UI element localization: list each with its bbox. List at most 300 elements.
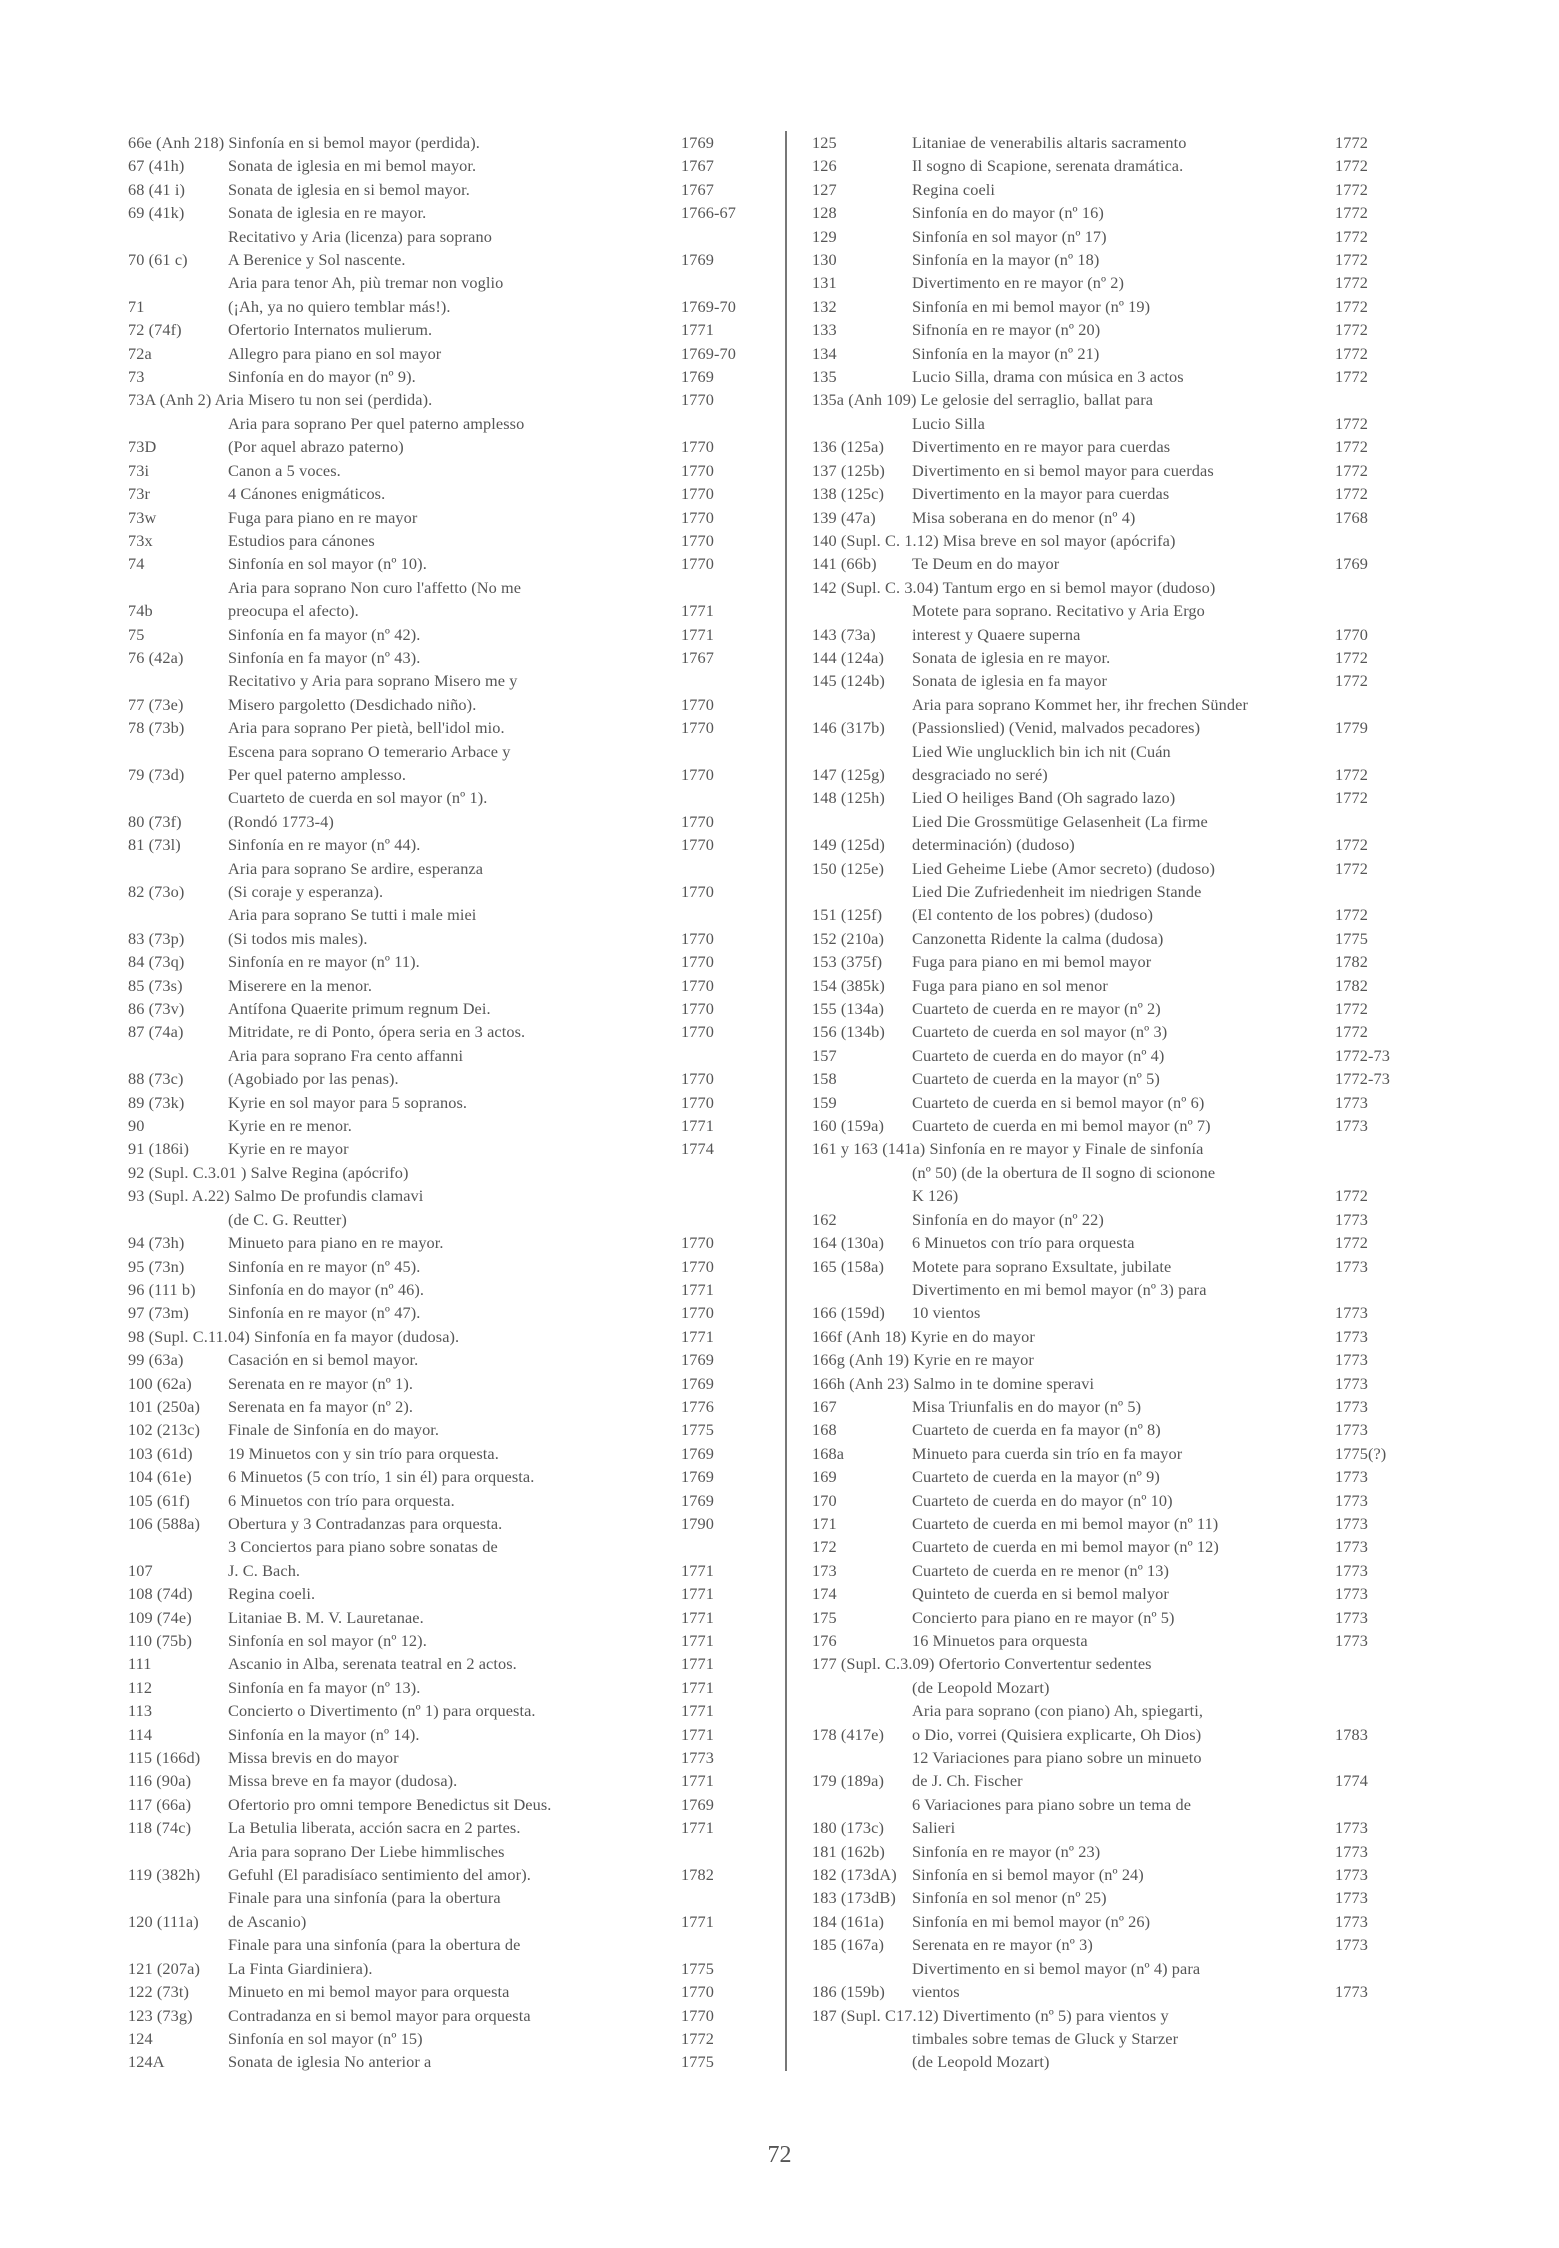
entry-number: 110 (75b) <box>128 1631 193 1650</box>
entry-description-line: 12 Variaciones para piano sobre un minueto <box>912 1748 1202 1768</box>
entry-description-line: Mitridate, re di Ponto, ópera seria en 3 actos. <box>228 1022 526 1042</box>
entry-number: 112 <box>128 1677 153 1697</box>
entry-number: 102 (213c) <box>128 1420 200 1440</box>
entry-date: 1771 <box>681 1911 714 1931</box>
entry-description-line: Cuarteto de cuerda en sol mayor (nº 3) <box>912 1022 1168 1042</box>
entry-date: 1771 <box>681 1771 714 1791</box>
entry-description <box>812 576 1335 599</box>
entry-date: 1772 <box>1335 273 1368 293</box>
entry-description <box>912 880 1335 927</box>
entry-description-line: Concierto para piano en re mayor (nº 5) <box>912 1607 1175 1627</box>
entry-description-line: Sinfonía en re mayor (nº 45). <box>228 1256 421 1276</box>
entry-description <box>228 576 681 623</box>
entry-number: 100 (62a) <box>128 1373 192 1393</box>
entry-description <box>228 2004 681 2027</box>
entry-description <box>228 1535 681 1582</box>
entry-date: 1769-70 <box>681 296 736 316</box>
catalog-entry <box>128 225 753 272</box>
entry-description <box>228 1091 681 1114</box>
entry-description-line: 166f (Anh 18) Kyrie en do mayor <box>812 1326 1035 1346</box>
entry-description-line: Sinfonía en do mayor (nº 22) <box>912 1209 1104 1229</box>
catalog-entry <box>812 810 1405 857</box>
entry-description <box>912 342 1335 365</box>
entry-description-line: 166h (Anh 23) Salmo in te domine speravi <box>812 1373 1095 1393</box>
entry-description-line: Per quel paterno amplesso. <box>228 764 407 784</box>
entry-description <box>912 1957 1335 2004</box>
entry-description <box>912 1442 1335 1465</box>
entry-description-line: Cuarteto de cuerda en re menor (nº 13) <box>912 1560 1170 1580</box>
catalog-entry <box>812 880 1405 927</box>
page-number: 72 <box>767 2142 792 2168</box>
entry-date: 1770 <box>681 811 714 831</box>
entry-description <box>912 1793 1335 1840</box>
entry-description <box>228 1512 681 1535</box>
entry-date: 1773 <box>1335 1092 1368 1112</box>
catalog-entry <box>128 1980 753 2003</box>
entry-description <box>912 997 1335 1020</box>
catalog-entry <box>812 318 1405 341</box>
entry-description-line: Fuga para piano en re mayor <box>228 507 418 527</box>
entry-description-line: Aria para soprano Non curo l'affetto (No me <box>228 577 522 597</box>
entry-description-line: Ofertorio pro omni tempore Benedictus sit Deus. <box>228 1794 552 1814</box>
entry-number: 83 (73p) <box>128 928 185 948</box>
entry-number: 74 <box>128 554 145 574</box>
entry-description-line: Aria para soprano Se ardire, esperanza <box>228 858 484 878</box>
catalog-entry <box>128 950 753 973</box>
entry-description-line: 135a (Anh 109) Le gelosie del serraglio, ballat para <box>812 390 1154 410</box>
entry-description <box>912 646 1335 669</box>
entry-date: 1772 <box>1335 460 1368 480</box>
entry-description <box>912 552 1335 575</box>
entry-date: 1773 <box>1335 1209 1368 1229</box>
entry-date: 1775 <box>681 1420 714 1440</box>
entry-date: 1773 <box>1335 1560 1368 1580</box>
column-divider <box>785 131 787 2071</box>
entry-description <box>912 1489 1335 1512</box>
entry-date: 1772 <box>1335 484 1368 504</box>
catalog-entry <box>128 388 753 411</box>
entry-number: 79 (73d) <box>128 764 185 784</box>
entry-description <box>228 1840 681 1887</box>
entry-description-line: Obertura y 3 Contradanzas para orquesta. <box>228 1513 503 1533</box>
catalog-entry <box>812 1957 1405 2004</box>
entry-description-line: Sinfonía en fa mayor (nº 42). <box>228 624 421 644</box>
entry-date: 1771 <box>681 1818 714 1838</box>
entry-number: 173 <box>812 1560 837 1580</box>
entry-number: 104 (61e) <box>128 1467 192 1487</box>
entry-description-line: Sinfonía en re mayor (nº 11). <box>228 952 420 972</box>
entry-number: 168a <box>812 1443 845 1463</box>
entry-description <box>228 1278 681 1301</box>
catalog-entry <box>812 178 1405 201</box>
catalog-entry <box>812 1559 1405 1582</box>
entry-date: 1769 <box>681 1443 714 1463</box>
catalog-entry <box>128 1091 753 1114</box>
entry-description <box>812 1652 1335 1699</box>
entry-description-line: Sonata de iglesia en mi bemol mayor. <box>228 156 477 176</box>
entry-description-line: 92 (Supl. C.3.01 ) Salve Regina (apócrifo) <box>128 1162 409 1182</box>
catalog-entry <box>812 1582 1405 1605</box>
catalog-entry <box>128 716 753 739</box>
catalog-entry <box>128 997 753 1020</box>
catalog-entry <box>812 459 1405 482</box>
entry-date: 1772 <box>1335 320 1368 340</box>
entry-number: 116 (90a) <box>128 1771 192 1791</box>
entry-description-line: Recitativo y Aria (licenza) para soprano <box>228 226 492 246</box>
entry-date: 1770 <box>681 718 714 738</box>
entry-number: 152 (210a) <box>812 928 884 948</box>
entry-date: 1772 <box>1335 671 1368 691</box>
entry-description <box>812 2004 1335 2074</box>
catalog-entry <box>812 529 1405 552</box>
entry-description <box>228 1301 681 1324</box>
catalog-entry <box>128 1676 753 1699</box>
entry-description <box>228 2050 681 2073</box>
entry-description <box>228 482 681 505</box>
entry-date: 1770 <box>681 1069 714 1089</box>
entry-description-line: Allegro para piano en sol mayor <box>228 343 442 363</box>
entry-number: 135 <box>812 367 837 387</box>
catalog-entry <box>812 693 1405 740</box>
entry-number: 76 (42a) <box>128 647 184 667</box>
entry-description <box>812 1348 1335 1371</box>
entry-date: 1773 <box>1335 1537 1368 1557</box>
entry-description-line: Sonata de iglesia No anterior a <box>228 2052 432 2072</box>
entry-description <box>912 1091 1335 1114</box>
entry-description-line: Cuarteto de cuerda en la mayor (nº 9) <box>912 1467 1160 1487</box>
entry-description-line: (de Leopold Mozart) <box>912 1677 1050 1697</box>
catalog-entry <box>812 1746 1405 1793</box>
entry-description <box>912 1910 1335 1933</box>
entry-description-line: Finale para una sinfonía (para la obertura de <box>228 1935 521 1955</box>
entry-number: 73 <box>128 367 145 387</box>
catalog-entry <box>128 342 753 365</box>
entry-description <box>912 295 1335 318</box>
catalog-entry <box>128 178 753 201</box>
entry-number: 149 (125d) <box>812 835 885 855</box>
entry-description <box>228 1582 681 1605</box>
entry-date: 1776 <box>681 1396 714 1416</box>
entry-date: 1775(?) <box>1335 1443 1387 1463</box>
entry-description <box>912 599 1335 646</box>
entry-number: 165 (158a) <box>812 1256 884 1276</box>
entry-number: 96 (111 b) <box>128 1279 196 1299</box>
entry-date: 1773 <box>1335 1911 1368 1931</box>
entry-number: 174 <box>812 1584 837 1604</box>
entry-description-line: (El contento de los pobres) (dudoso) <box>912 905 1153 925</box>
entry-description-line: Aria para soprano Per pietà, bell'idol mio. <box>228 718 505 738</box>
entry-number: 73D <box>128 437 157 457</box>
entry-date: 1772 <box>1335 788 1368 808</box>
entry-description <box>228 506 681 529</box>
entry-description <box>228 412 681 459</box>
entry-description-line: 98 (Supl. C.11.04) Sinfonía en fa mayor (dudosa). <box>128 1326 460 1346</box>
catalog-entry <box>128 857 753 904</box>
entry-number: 162 <box>812 1209 837 1229</box>
entry-description-line: Cuarteto de cuerda en mi bemol mayor (nº 7) <box>912 1116 1211 1136</box>
entry-date: 1782 <box>1335 975 1368 995</box>
entry-description-line: determinación) (dudoso) <box>912 835 1075 855</box>
entry-date: 1772 <box>1335 437 1368 457</box>
entry-description-line: Cuarteto de cuerda en la mayor (nº 5) <box>912 1069 1160 1089</box>
entry-number: 73w <box>128 507 157 527</box>
catalog-entry <box>128 412 753 459</box>
entry-description <box>228 669 681 716</box>
catalog-entry <box>128 1606 753 1629</box>
entry-date: 1772 <box>681 2028 714 2048</box>
entry-description <box>912 857 1335 880</box>
entry-description <box>228 1442 681 1465</box>
entry-number: 172 <box>812 1537 837 1557</box>
entry-description <box>228 1793 681 1816</box>
entry-number: 107 <box>128 1560 153 1580</box>
catalog-entry <box>812 1512 1405 1535</box>
entry-description <box>228 1933 681 1980</box>
entry-description-line: Serenata en re mayor (nº 1). <box>228 1373 414 1393</box>
entry-description-line: Sinfonía en re mayor (nº 47). <box>228 1303 421 1323</box>
entry-date: 1773 <box>1335 1865 1368 1885</box>
entry-description <box>228 552 681 575</box>
entry-number: 90 <box>128 1116 145 1136</box>
entry-description <box>228 1816 681 1839</box>
entry-date: 1769 <box>1335 554 1368 574</box>
catalog-entry <box>812 1418 1405 1441</box>
entry-date: 1772 <box>1335 647 1368 667</box>
entry-description <box>228 974 681 997</box>
entry-date: 1771 <box>681 1701 714 1721</box>
entry-description <box>128 1161 681 1184</box>
catalog-entry <box>128 1325 753 1348</box>
catalog-entry <box>128 552 753 575</box>
catalog-entry <box>128 576 753 623</box>
entry-date: 1769 <box>681 1490 714 1510</box>
entry-description-line: Aria para soprano Kommet her, ihr frechen Sünder <box>912 694 1248 714</box>
entry-date: 1773 <box>1335 1373 1368 1393</box>
entry-description-line: 16 Minuetos para orquesta <box>912 1631 1088 1650</box>
catalog-entry <box>128 974 753 997</box>
entry-number: 71 <box>128 296 145 316</box>
entry-number: 82 (73o) <box>128 882 185 901</box>
entry-number: 124 <box>128 2028 153 2048</box>
entry-number: 97 (73m) <box>128 1303 189 1323</box>
catalog-entry <box>128 1886 753 1933</box>
entry-description-line: Finale para una sinfonía (para la obertura <box>228 1888 501 1908</box>
entry-date: 1770 <box>681 530 714 550</box>
entry-description-line: Antífona Quaerite primum regnum Dei. <box>228 999 491 1019</box>
entry-date: 1772 <box>1335 905 1368 925</box>
entry-date: 1772 <box>1335 1233 1368 1253</box>
entry-description <box>228 154 681 177</box>
entry-number: 159 <box>812 1092 837 1112</box>
entry-description <box>912 810 1335 857</box>
catalog-entry <box>128 833 753 856</box>
entry-description <box>912 248 1335 271</box>
entry-description <box>228 1980 681 2003</box>
entry-date: 1773 <box>1335 1350 1368 1370</box>
catalog-entry <box>812 786 1405 809</box>
entry-date: 1773 <box>1335 1584 1368 1604</box>
catalog-entry <box>812 1255 1405 1278</box>
entry-number: 156 (134b) <box>812 1022 885 1042</box>
entry-date: 1772 <box>1335 999 1368 1019</box>
entry-description-line: Kyrie en re menor. <box>228 1116 352 1136</box>
entry-description <box>812 1137 1335 1207</box>
entry-description-line: Cuarteto de cuerda en do mayor (nº 10) <box>912 1490 1173 1510</box>
entry-description-line: Sinfonía en do mayor (nº 46). <box>228 1279 425 1299</box>
entry-date: 1772 <box>1335 226 1368 246</box>
catalog-entry <box>128 1301 753 1324</box>
entry-date: 1773 <box>1335 1888 1368 1908</box>
entry-description-line: Lied Wie unglucklich bin ich nit (Cuán <box>912 741 1171 761</box>
entry-description-line: Sinfonía en la mayor (nº 18) <box>912 250 1100 270</box>
entry-date: 1772 <box>1335 1022 1368 1042</box>
entry-date: 1773 <box>1335 1818 1368 1838</box>
entry-date: 1775 <box>1335 928 1368 948</box>
entry-number: 169 <box>812 1467 837 1487</box>
entry-description <box>912 1629 1335 1652</box>
entry-description <box>228 646 681 669</box>
entry-description-line: 6 Minuetos con trío para orquesta. <box>228 1490 455 1510</box>
entry-description <box>228 1606 681 1629</box>
entry-number: 75 <box>128 624 145 644</box>
catalog-entry <box>812 365 1405 388</box>
entry-description-line: Minueto para cuerda sin trío en fa mayor <box>912 1443 1183 1463</box>
entry-number: 89 (73k) <box>128 1092 185 1112</box>
entry-description-line: Lied Geheime Liebe (Amor secreto) (dudoso) <box>912 858 1216 878</box>
catalog-entry <box>812 1091 1405 1114</box>
catalog-entry <box>812 1910 1405 1933</box>
entry-number: 150 (125e) <box>812 858 884 878</box>
entry-description <box>228 1020 681 1043</box>
catalog-entry <box>128 1746 753 1769</box>
entry-description-line: 66e (Anh 218) Sinfonía en si bemol mayor (perdida). <box>128 133 480 152</box>
entry-date: 1771 <box>681 601 714 621</box>
catalog-entry <box>812 388 1405 435</box>
entry-date: 1773 <box>1335 1303 1368 1323</box>
catalog-entry <box>812 1933 1405 1956</box>
entry-description-line: Miserere en la menor. <box>228 975 373 995</box>
entry-description-line: 177 (Supl. C.3.09) Ofertorio Convertentur sedentes <box>812 1654 1152 1674</box>
catalog-entry <box>812 1208 1405 1231</box>
entry-number: 123 (73g) <box>128 2005 193 2025</box>
entry-description-line: (Si todos mis males). <box>228 928 368 948</box>
entry-description-line: Quinteto de cuerda en si bemol malyor <box>912 1584 1169 1604</box>
catalog-entry <box>812 1278 1405 1325</box>
entry-description-line: Aria para soprano (con piano) Ah, spiegarti, <box>912 1701 1204 1721</box>
entry-description-line: interest y Quaere superna <box>912 624 1081 644</box>
catalog-entry <box>812 1793 1405 1840</box>
entry-date: 1770 <box>1335 624 1368 644</box>
entry-number: 143 (73a) <box>812 624 876 644</box>
entry-number: 136 (125a) <box>812 437 884 457</box>
entry-description <box>812 388 1335 435</box>
entry-description-line: (de Leopold Mozart) <box>912 2052 1050 2072</box>
entry-description <box>228 997 681 1020</box>
catalog-entry <box>128 1489 753 1512</box>
entry-description-line: Cuarteto de cuerda en mi bemol mayor (nº 11) <box>912 1513 1219 1533</box>
entry-description <box>912 1559 1335 1582</box>
catalog-entry <box>128 1020 753 1043</box>
entry-description-line: timbales sobre temas de Gluck y Starzer <box>912 2028 1179 2048</box>
entry-description <box>912 1044 1335 1067</box>
entry-description-line: (Agobiado por las penas). <box>228 1069 399 1089</box>
entry-description-line: de Ascanio) <box>228 1911 307 1931</box>
entry-description-line: Recitativo y Aria para soprano Misero me y <box>228 671 518 691</box>
entry-date: 1773 <box>1335 1256 1368 1276</box>
entry-description <box>912 740 1335 787</box>
entry-number: 153 (375f) <box>812 952 883 972</box>
catalog-entry <box>812 201 1405 224</box>
entry-number: 131 <box>812 273 837 293</box>
entry-description-line: Te Deum en do mayor <box>912 554 1060 574</box>
entry-description-line: Sonata de iglesia en re mayor. <box>228 203 427 223</box>
catalog-entry <box>812 1348 1405 1371</box>
entry-description-line: Cuarteto de cuerda en sol mayor (nº 1). <box>228 788 488 808</box>
entry-number: 94 (73h) <box>128 1233 185 1253</box>
entry-number: 122 (73t) <box>128 1982 190 2002</box>
entry-description-line: 4 Cánones enigmáticos. <box>228 484 386 504</box>
entry-description-line: La Finta Giardiniera). <box>228 1958 373 1978</box>
entry-description-line: Misa soberana en do menor (nº 4) <box>912 507 1136 527</box>
entry-description <box>912 201 1335 224</box>
entry-description-line: A Berenice y Sol nascente. <box>228 250 406 270</box>
entry-number: 124A <box>128 2052 165 2072</box>
entry-number: 95 (73n) <box>128 1256 185 1276</box>
entry-description <box>128 131 681 154</box>
entry-number: 74b <box>128 601 153 621</box>
catalog-entry <box>128 1629 753 1652</box>
catalog-entry <box>128 201 753 224</box>
entry-number: 103 (61d) <box>128 1443 193 1463</box>
entry-description <box>912 1255 1335 1278</box>
entry-description <box>912 669 1335 692</box>
entry-description-line: Estudios para cánones <box>228 530 375 550</box>
entry-description <box>228 2027 681 2050</box>
entry-number: 132 <box>812 296 837 316</box>
entry-date: 1771 <box>681 1116 714 1136</box>
catalog-entry <box>812 295 1405 318</box>
entry-number: 179 (189a) <box>812 1771 884 1791</box>
entry-date: 1772 <box>1335 156 1368 176</box>
entry-date: 1779 <box>1335 718 1368 738</box>
entry-description-line: (nº 50) (de la obertura de Il sogno di scionone <box>912 1162 1216 1182</box>
entry-date: 1768 <box>1335 507 1368 527</box>
entry-description <box>228 857 681 904</box>
entry-description-line: Regina coeli <box>912 179 996 199</box>
entry-number: 183 (173dB) <box>812 1888 896 1908</box>
entry-description-line: La Betulia liberata, acción sacra en 2 partes. <box>228 1818 521 1838</box>
entry-description <box>228 716 681 739</box>
entry-date: 1772 <box>1335 858 1368 878</box>
entry-number: 127 <box>812 179 837 199</box>
entry-description <box>912 154 1335 177</box>
entry-description-line: Misa Triunfalis en do mayor (nº 5) <box>912 1396 1142 1416</box>
catalog-entry <box>812 435 1405 458</box>
catalog-entry <box>128 365 753 388</box>
entry-number: 186 (159b) <box>812 1982 885 2002</box>
entry-number: 130 <box>812 250 837 270</box>
entry-date: 1773 <box>1335 1631 1368 1650</box>
entry-description <box>912 1606 1335 1629</box>
catalog-entry <box>812 482 1405 505</box>
catalog-entry <box>812 2004 1405 2074</box>
catalog-entry <box>128 1512 753 1535</box>
entry-date: 1770 <box>681 835 714 855</box>
entry-number: 164 (130a) <box>812 1233 884 1253</box>
entry-date: 1771 <box>681 1607 714 1627</box>
entry-date: 1770 <box>681 928 714 948</box>
catalog-entry <box>812 225 1405 248</box>
